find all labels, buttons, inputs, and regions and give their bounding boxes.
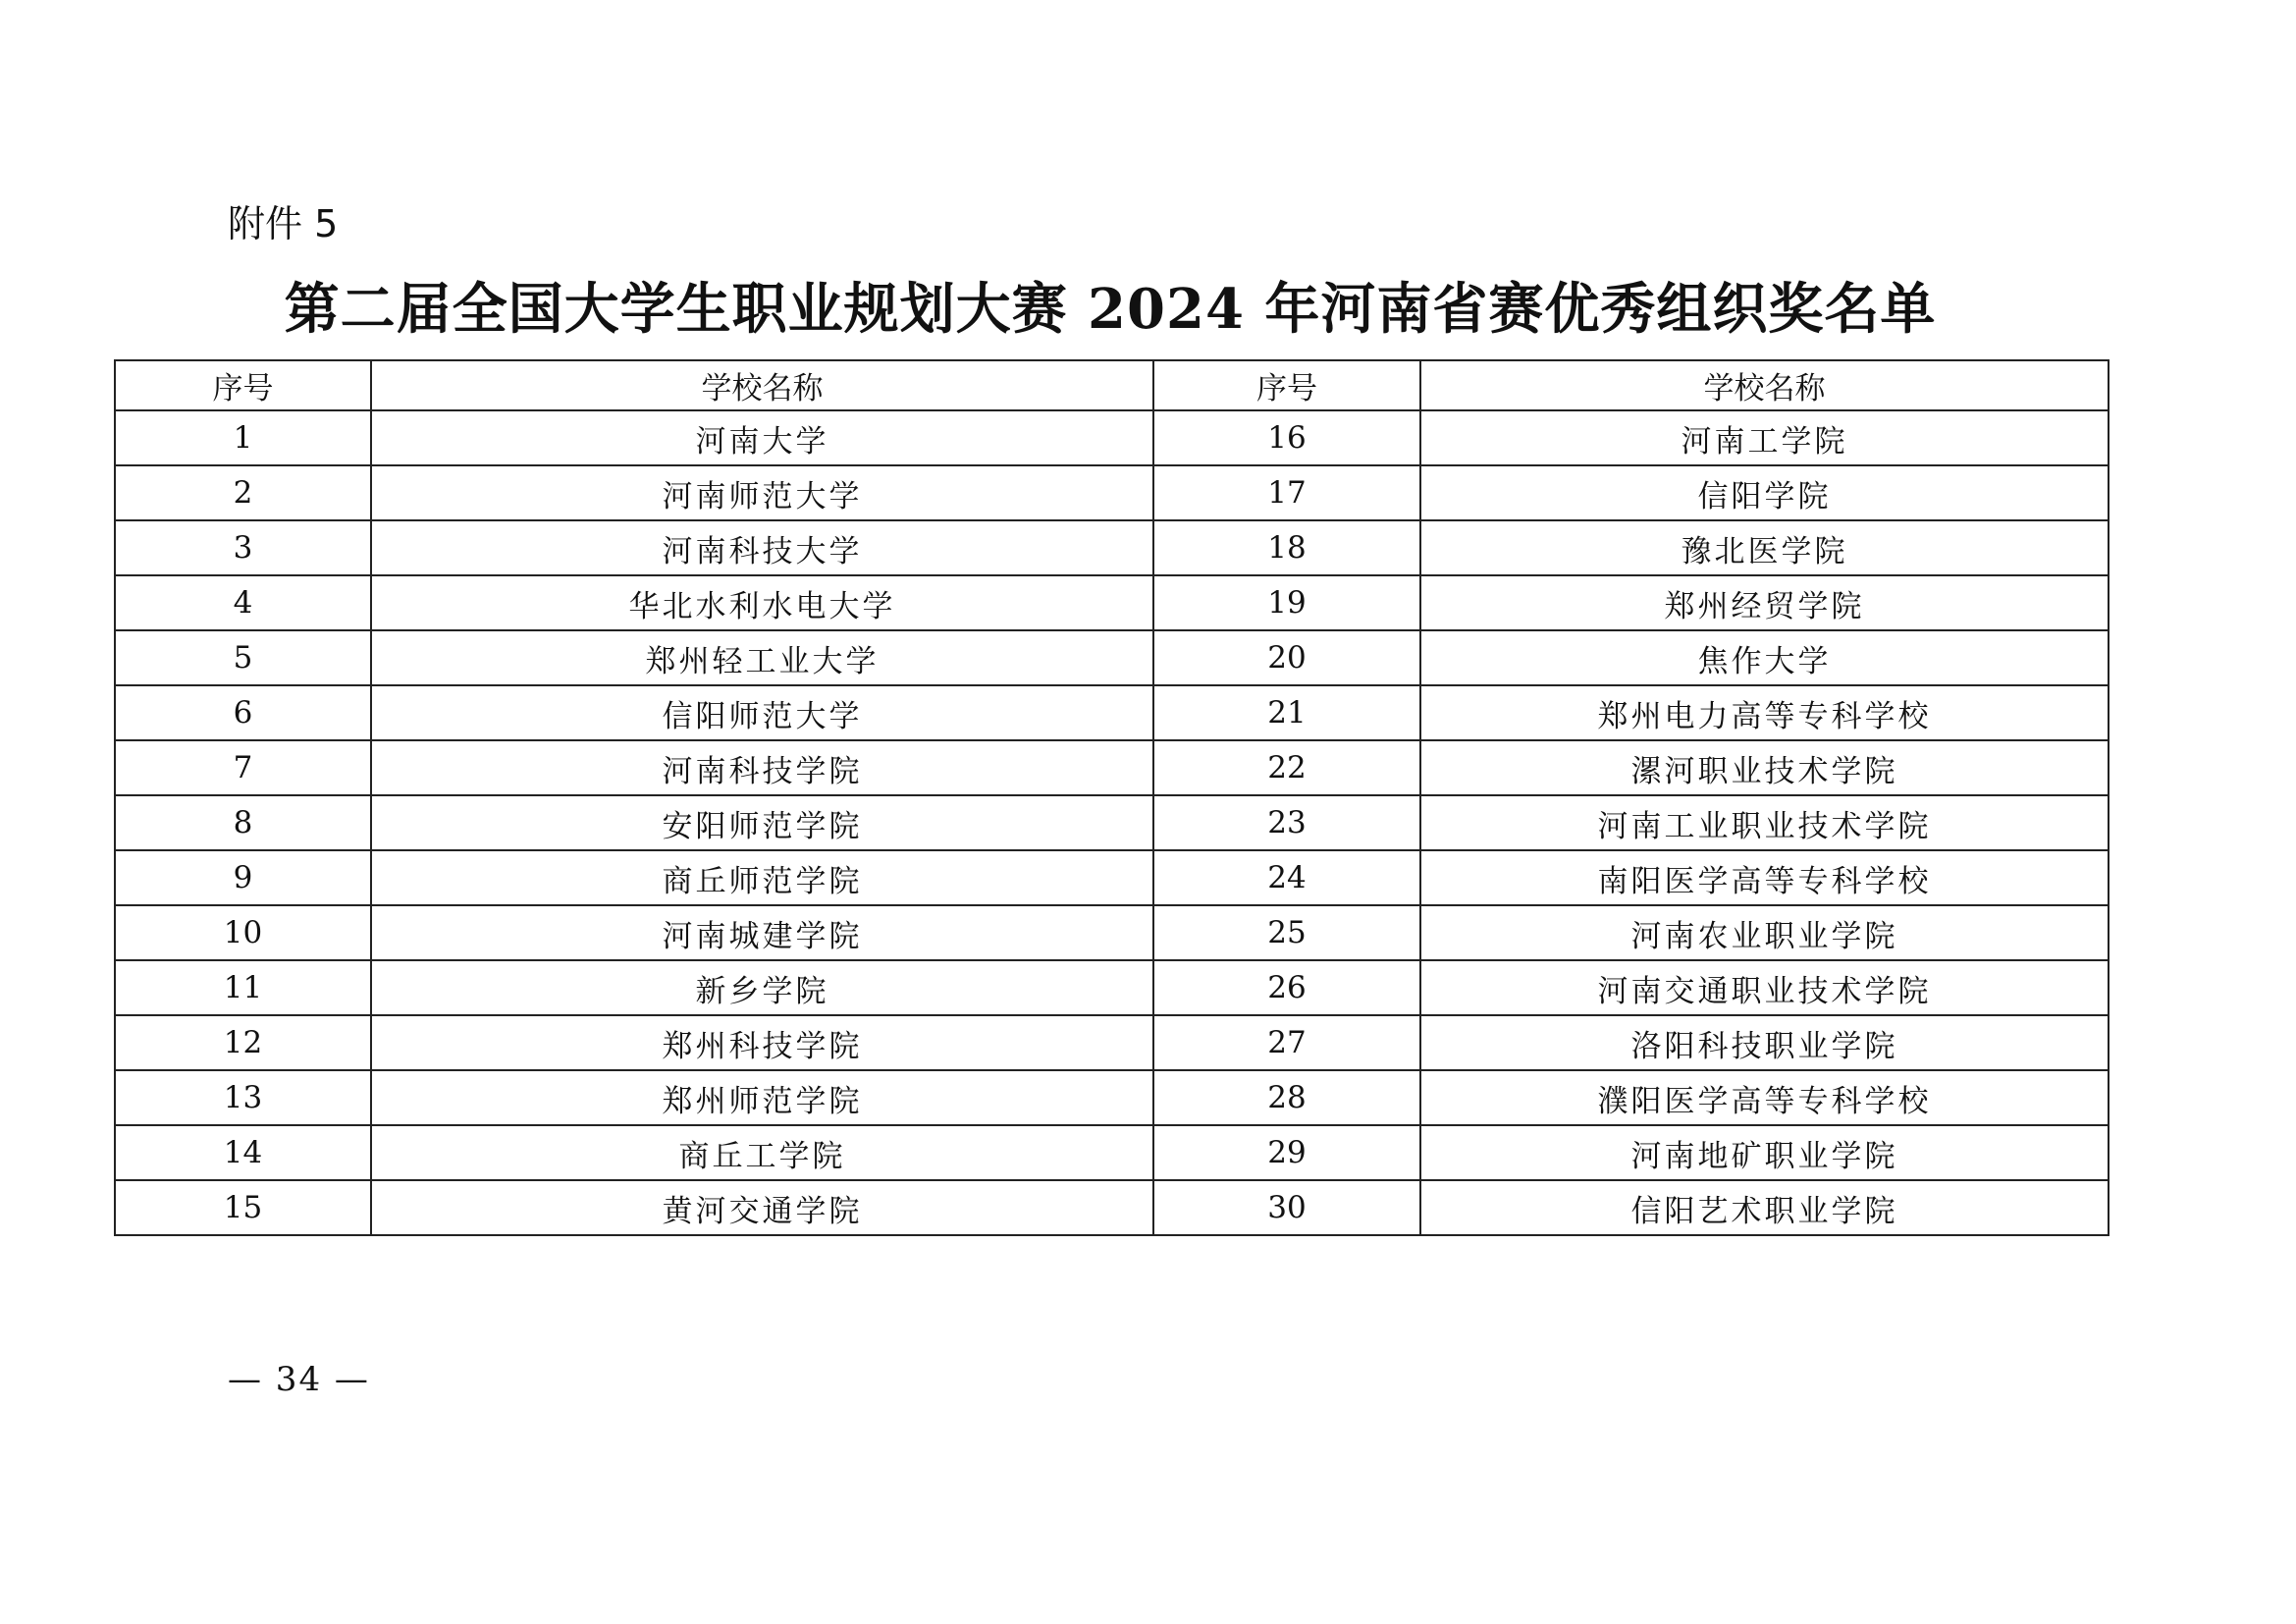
seq-right-cell: 30 [1153, 1180, 1420, 1235]
table-row [115, 1015, 2109, 1070]
seq-left-cell: 7 [115, 740, 371, 795]
table-row [115, 795, 2109, 850]
table-row [115, 1125, 2109, 1180]
school-name-right-cell: 信阳艺术职业学院 [1420, 1180, 2109, 1235]
school-name-right-cell: 郑州经贸学院 [1420, 575, 2109, 630]
seq-left-cell: 13 [115, 1070, 371, 1125]
school-name-left-cell: 郑州科技学院 [371, 1015, 1153, 1070]
seq-left-cell: 8 [115, 795, 371, 850]
seq-right-cell: 18 [1153, 520, 1420, 575]
table-row [115, 685, 2109, 740]
header-school-right: 学校名称 [1420, 360, 2109, 410]
seq-left-cell: 15 [115, 1180, 371, 1235]
seq-left-cell: 14 [115, 1125, 371, 1180]
school-name-left-cell: 河南大学 [371, 410, 1153, 465]
seq-right-cell: 25 [1153, 905, 1420, 960]
school-name-right-cell: 南阳医学高等专科学校 [1420, 850, 2109, 905]
table-row [115, 410, 2109, 465]
attachment-label: 附件 5 [228, 202, 339, 245]
school-name-right-cell: 信阳学院 [1420, 465, 2109, 520]
school-name-left-cell: 河南师范大学 [371, 465, 1153, 520]
seq-left-cell: 4 [115, 575, 371, 630]
seq-left-cell: 1 [115, 410, 371, 465]
school-name-left-cell: 河南城建学院 [371, 905, 1153, 960]
school-name-right-cell: 河南工业职业技术学院 [1420, 795, 2109, 850]
school-name-right-cell: 焦作大学 [1420, 630, 2109, 685]
table-row [115, 630, 2109, 685]
school-name-left-cell: 信阳师范大学 [371, 685, 1153, 740]
school-name-left-cell: 黄河交通学院 [371, 1180, 1153, 1235]
seq-right-cell: 17 [1153, 465, 1420, 520]
seq-left-cell: 2 [115, 465, 371, 520]
school-name-right-cell: 河南交通职业技术学院 [1420, 960, 2109, 1015]
school-name-left-cell: 商丘师范学院 [371, 850, 1153, 905]
seq-left-cell: 3 [115, 520, 371, 575]
table-body [115, 410, 2109, 1235]
school-name-left-cell: 河南科技大学 [371, 520, 1153, 575]
page-number: — 34 — [228, 1360, 370, 1399]
seq-right-cell: 20 [1153, 630, 1420, 685]
seq-right-cell: 23 [1153, 795, 1420, 850]
seq-left-cell: 9 [115, 850, 371, 905]
table-row [115, 740, 2109, 795]
seq-right-cell: 16 [1153, 410, 1420, 465]
school-name-left-cell: 安阳师范学院 [371, 795, 1153, 850]
header-seq-right: 序号 [1153, 360, 1420, 410]
seq-right-cell: 27 [1153, 1015, 1420, 1070]
table-row [115, 960, 2109, 1015]
table-header-row [115, 360, 2109, 410]
table-row [115, 1070, 2109, 1125]
seq-right-cell: 21 [1153, 685, 1420, 740]
table-row [115, 1180, 2109, 1235]
seq-left-cell: 6 [115, 685, 371, 740]
school-name-right-cell: 郑州电力高等专科学校 [1420, 685, 2109, 740]
seq-left-cell: 12 [115, 1015, 371, 1070]
seq-right-cell: 19 [1153, 575, 1420, 630]
school-name-left-cell: 河南科技学院 [371, 740, 1153, 795]
school-name-left-cell: 商丘工学院 [371, 1125, 1153, 1180]
school-name-right-cell: 豫北医学院 [1420, 520, 2109, 575]
seq-right-cell: 24 [1153, 850, 1420, 905]
award-table [114, 359, 2109, 1236]
school-name-left-cell: 华北水利水电大学 [371, 575, 1153, 630]
school-name-right-cell: 河南农业职业学院 [1420, 905, 2109, 960]
table-row [115, 575, 2109, 630]
seq-left-cell: 11 [115, 960, 371, 1015]
school-name-right-cell: 河南工学院 [1420, 410, 2109, 465]
table-row [115, 850, 2109, 905]
table-row [115, 520, 2109, 575]
seq-right-cell: 26 [1153, 960, 1420, 1015]
seq-right-cell: 28 [1153, 1070, 1420, 1125]
school-name-left-cell: 郑州轻工业大学 [371, 630, 1153, 685]
school-name-left-cell: 郑州师范学院 [371, 1070, 1153, 1125]
seq-left-cell: 5 [115, 630, 371, 685]
seq-right-cell: 22 [1153, 740, 1420, 795]
table-row [115, 465, 2109, 520]
school-name-right-cell: 濮阳医学高等专科学校 [1420, 1070, 2109, 1125]
header-school-left: 学校名称 [371, 360, 1153, 410]
seq-right-cell: 29 [1153, 1125, 1420, 1180]
table-row [115, 905, 2109, 960]
school-name-right-cell: 漯河职业技术学院 [1420, 740, 2109, 795]
school-name-right-cell: 洛阳科技职业学院 [1420, 1015, 2109, 1070]
school-name-left-cell: 新乡学院 [371, 960, 1153, 1015]
header-seq-left: 序号 [115, 360, 371, 410]
document-title: 第二届全国大学生职业规划大赛 2024 年河南省赛优秀组织奖名单 [284, 277, 1937, 342]
seq-left-cell: 10 [115, 905, 371, 960]
school-name-right-cell: 河南地矿职业学院 [1420, 1125, 2109, 1180]
